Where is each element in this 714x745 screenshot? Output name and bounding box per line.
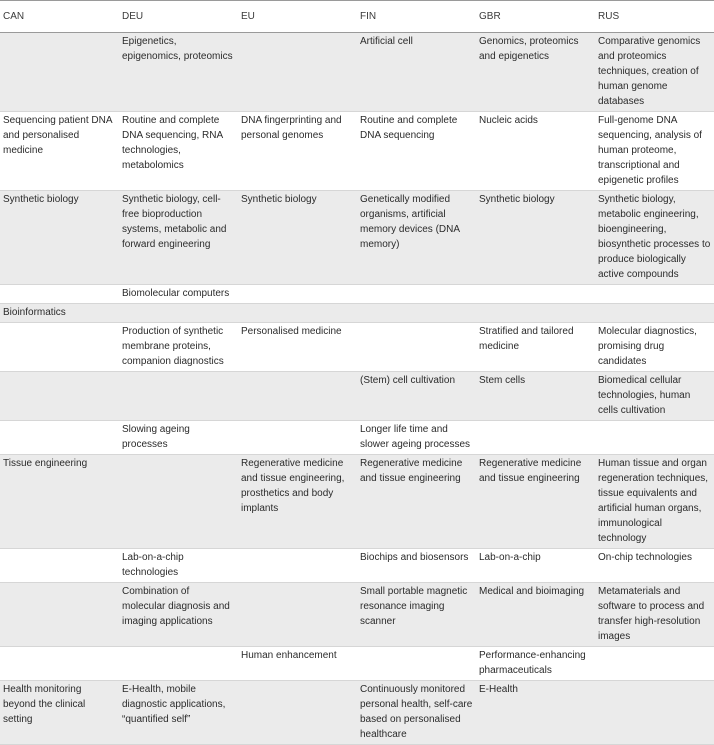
table-row — [0, 304, 714, 323]
table-cell: Medical and bioimaging — [476, 583, 595, 647]
table-cell — [357, 304, 476, 323]
table-cell — [476, 285, 595, 304]
table-cell — [0, 285, 119, 304]
table-cell — [238, 304, 357, 323]
table-cell: Genomics, proteomics and epigenetics — [476, 33, 595, 112]
table-cell — [0, 323, 119, 372]
table-cell — [0, 583, 119, 647]
table-cell: Stem cells — [476, 372, 595, 421]
table-cell — [476, 304, 595, 323]
table-cell: Artificial cell — [357, 33, 476, 112]
table-cell: Health monitoring beyond the clinical setting — [0, 681, 119, 745]
table-row — [0, 647, 714, 681]
table-cell: Synthetic biology — [238, 191, 357, 285]
table-cell: Metamaterials and software to process and transfer high-resolution images — [595, 583, 714, 647]
table-cell — [119, 455, 238, 549]
table-row — [0, 323, 714, 372]
column-header-rus: RUS — [595, 1, 714, 33]
table-cell: Synthetic biology, metabolic engineering, bioengineering, biosynthetic processes to produce biologically active compounds — [595, 191, 714, 285]
column-header-eu: EU — [238, 1, 357, 33]
table-cell — [476, 421, 595, 455]
table-cell: Stratified and tailored medicine — [476, 323, 595, 372]
table-cell: Tissue engineering — [0, 455, 119, 549]
table-row — [0, 285, 714, 304]
table-cell — [238, 549, 357, 583]
table-row — [0, 191, 714, 285]
table-cell — [0, 647, 119, 681]
table-cell: On-chip technologies — [595, 549, 714, 583]
table-cell — [0, 372, 119, 421]
table-cell: Lab-on-a-chip — [476, 549, 595, 583]
table-cell: Biochips and biosensors — [357, 549, 476, 583]
table-cell — [595, 285, 714, 304]
table-cell: Lab-on-a-chip technologies — [119, 549, 238, 583]
table-cell: Synthetic biology — [0, 191, 119, 285]
table-cell: Small portable magnetic resonance imaging scanner — [357, 583, 476, 647]
table-cell: Production of synthetic membrane proteins, companion diagnostics — [119, 323, 238, 372]
table-cell — [0, 33, 119, 112]
table-cell — [595, 304, 714, 323]
table-cell: Regenerative medicine and tissue engineering, prosthetics and body implants — [238, 455, 357, 549]
table-cell — [238, 285, 357, 304]
table-cell — [238, 421, 357, 455]
table-row — [0, 583, 714, 647]
table-cell: Biomolecular computers — [119, 285, 238, 304]
table-cell: DNA fingerprinting and personal genomes — [238, 112, 357, 191]
table-cell: Synthetic biology — [476, 191, 595, 285]
table-row — [0, 421, 714, 455]
column-header-can: CAN — [0, 1, 119, 33]
table-cell: Continuously monitored personal health, self-care based on personalised healthcare — [357, 681, 476, 745]
table-cell: Slowing ageing processes — [119, 421, 238, 455]
column-header-fin: FIN — [357, 1, 476, 33]
table-cell — [595, 421, 714, 455]
table-cell: Routine and complete DNA sequencing, RNA technologies, metabolomics — [119, 112, 238, 191]
table-cell: E-Health — [476, 681, 595, 745]
table-cell — [119, 647, 238, 681]
table-cell — [595, 681, 714, 745]
table-cell: (Stem) cell cultivation — [357, 372, 476, 421]
table-cell — [595, 647, 714, 681]
table-body — [0, 33, 714, 745]
table-cell: Personalised medicine — [238, 323, 357, 372]
table-cell — [119, 372, 238, 421]
table-cell: Comparative genomics and proteomics techniques, creation of human genome databases — [595, 33, 714, 112]
header-row — [0, 1, 714, 33]
table-cell: Sequencing patient DNA and personalised medicine — [0, 112, 119, 191]
table-cell: Epigenetics, epigenomics, proteomics — [119, 33, 238, 112]
table-row — [0, 33, 714, 112]
table-cell: Human enhancement — [238, 647, 357, 681]
table-cell: Longer life time and slower ageing processes — [357, 421, 476, 455]
table-cell — [357, 647, 476, 681]
table-cell: Human tissue and organ regeneration techniques, tissue equivalents and artificial human organs, immunological technology — [595, 455, 714, 549]
table-cell — [238, 681, 357, 745]
table-cell — [119, 304, 238, 323]
table-cell: Routine and complete DNA sequencing — [357, 112, 476, 191]
table-row — [0, 112, 714, 191]
table-cell: Regenerative medicine and tissue engineering — [357, 455, 476, 549]
table-cell — [238, 583, 357, 647]
table-cell: Synthetic biology, cell-free bioproduction systems, metabolic and forward engineering — [119, 191, 238, 285]
table-cell: Performance-enhancing pharmaceuticals — [476, 647, 595, 681]
column-header-deu: DEU — [119, 1, 238, 33]
table-cell: Biomedical cellular technologies, human cells cultivation — [595, 372, 714, 421]
table-cell: Bioinformatics — [0, 304, 119, 323]
table-cell — [238, 372, 357, 421]
table-header — [0, 1, 714, 33]
table-row — [0, 681, 714, 745]
table-cell: Molecular diagnostics, promising drug candidates — [595, 323, 714, 372]
column-header-gbr: GBR — [476, 1, 595, 33]
table-cell — [357, 285, 476, 304]
table-row — [0, 372, 714, 421]
table-cell: Regenerative medicine and tissue engineering — [476, 455, 595, 549]
table-cell — [357, 323, 476, 372]
table-cell — [0, 549, 119, 583]
table-cell — [238, 33, 357, 112]
table-cell: Combination of molecular diagnosis and imaging applications — [119, 583, 238, 647]
table-row — [0, 455, 714, 549]
table-cell: E-Health, mobile diagnostic applications, “quantified self” — [119, 681, 238, 745]
table-row — [0, 549, 714, 583]
table-cell: Nucleic acids — [476, 112, 595, 191]
table-cell: Full-genome DNA sequencing, analysis of human proteome, transcriptional and epigenetic profiles — [595, 112, 714, 191]
table-cell: Genetically modified organisms, artificial memory devices (DNA memory) — [357, 191, 476, 285]
table-cell — [0, 421, 119, 455]
